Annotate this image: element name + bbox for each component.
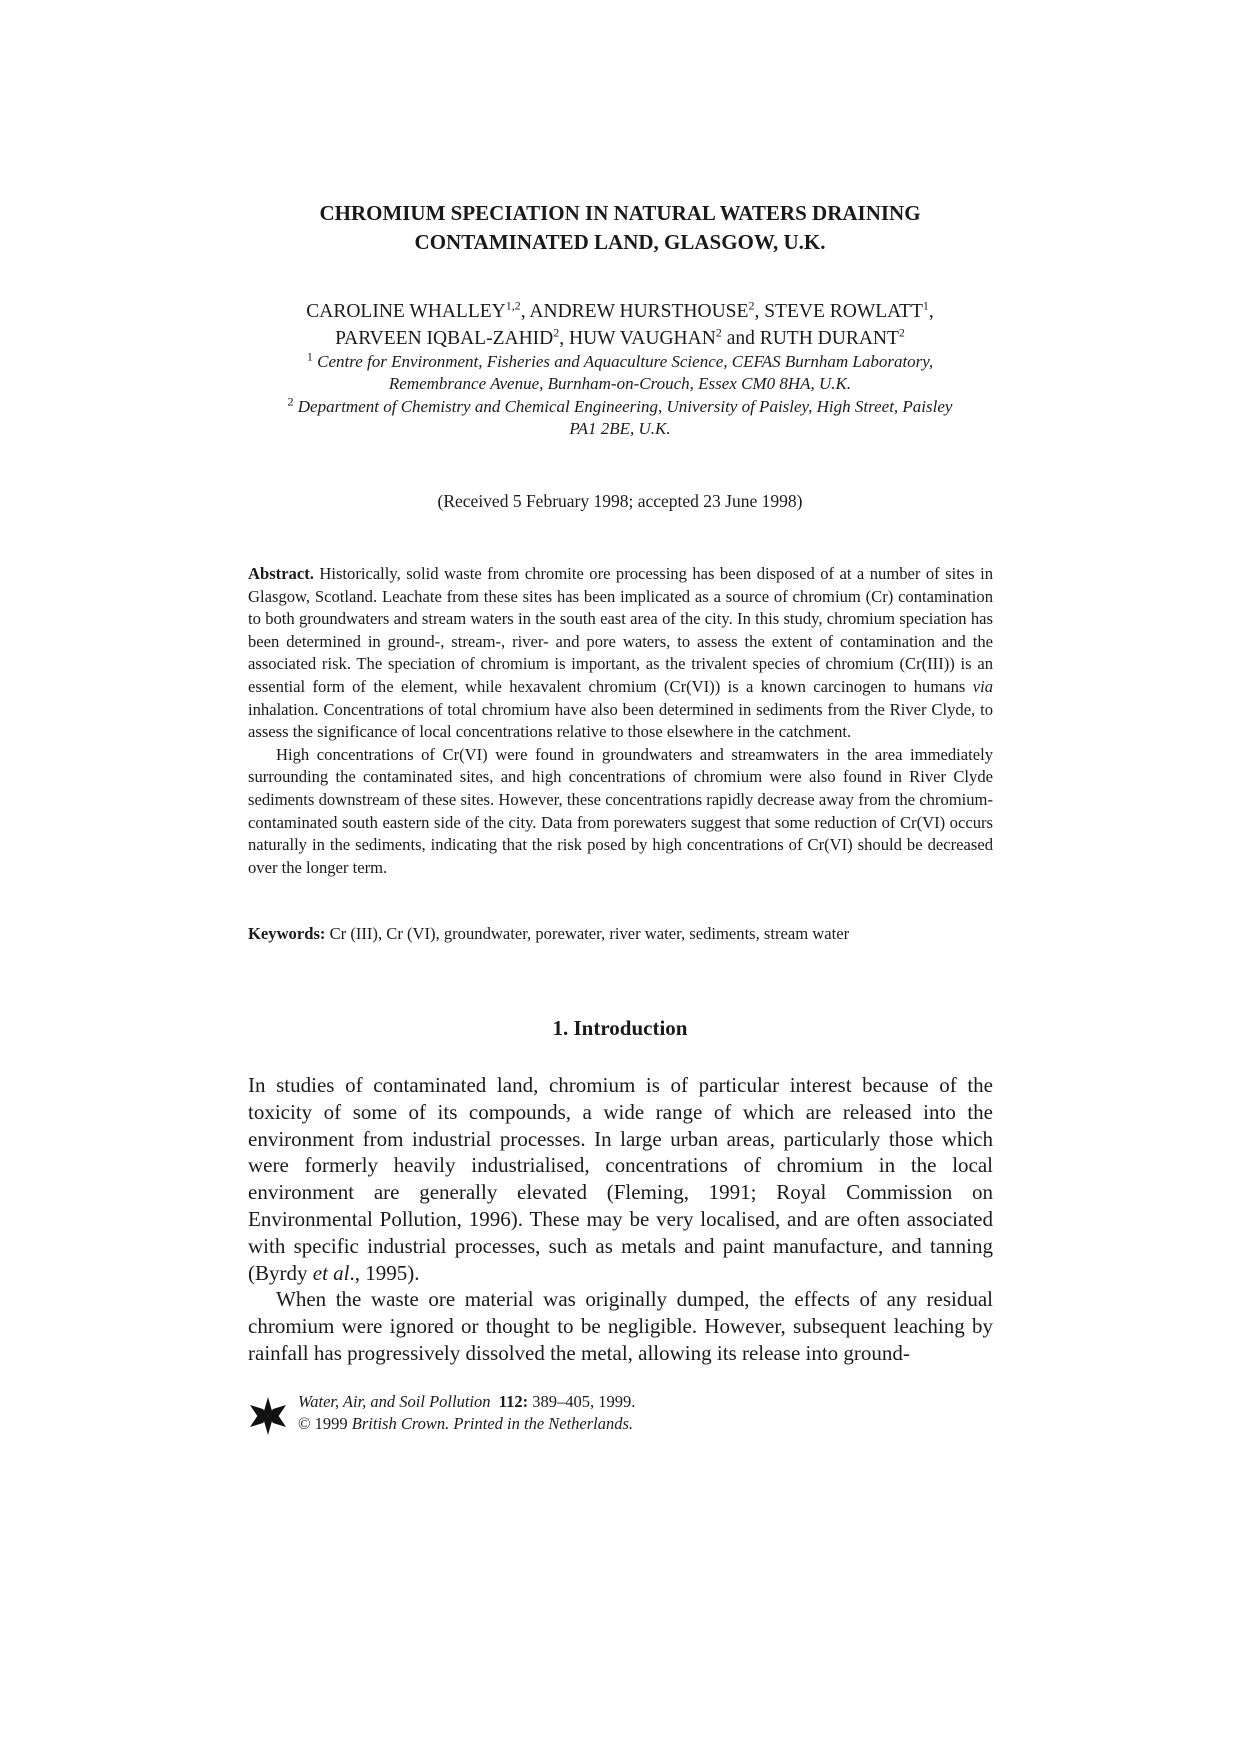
author-affiliation-mark: 2 <box>748 298 755 313</box>
journal-name: Water, Air, and Soil Pollution <box>298 1392 491 1411</box>
affiliation-number: 1 <box>306 349 313 364</box>
author-name: PARVEEN IQBAL-ZAHID <box>335 328 554 349</box>
copyright-symbol: © <box>298 1414 311 1433</box>
affiliation-text: Department of Chemistry and Chemical Engineering, University of Paisley, High Street, Paisley <box>297 397 953 416</box>
keywords-list: Cr (III), Cr (VI), groundwater, porewater, river water, sediments, stream water <box>325 924 850 943</box>
title-line-2: CONTAMINATED LAND, GLASGOW, U.K. <box>414 230 826 254</box>
journal-footer <box>248 1391 748 1441</box>
author-name: CAROLINE WHALLEY <box>306 301 506 322</box>
author-affiliation-mark: 2 <box>898 325 905 340</box>
affiliation-text: Centre for Environment, Fisheries and Aquaculture Science, CEFAS Burnham Laboratory, <box>317 352 934 371</box>
abstract-label: Abstract. <box>248 564 314 583</box>
copyright-year: 1999 <box>310 1414 352 1433</box>
affiliation-text: Remembrance Avenue, Burnham-on-Crouch, Essex CM0 8HA, U.K. <box>388 374 852 393</box>
author-name: and RUTH DURANT <box>721 328 899 349</box>
abstract-paragraph-1: Abstract. Historically, solid waste from chromite ore processing has been disposed of at a number of sites in Glasgow, Scotland. Leachate from these sites has been implicated as a source of chromium (Cr) contamination to both groundwaters and stream waters in the south east area of the city. In this study, chromium speciation has been determined in ground-, stream-, river- and pore waters, to assess the extent of contamination and the associated risk. The speciation of chromium is important, as the trivalent species of chromium (Cr(III)) is an essential form of the element, while hexavalent chromium (Cr(VI)) is a known carcinogen to humans via inhalation. Concentrations of total chromium have also been determined in sediments from the River Clyde, to assess the significance of local concentrations relative to those elsewhere in the catchment. <box>248 564 993 742</box>
title-line-1: CHROMIUM SPECIATION IN NATURAL WATERS DRAINING <box>319 201 921 225</box>
author-affiliation-mark: 1 <box>922 298 929 313</box>
author-separator: , <box>928 301 934 322</box>
affiliation-number: 2 <box>287 394 294 409</box>
received-dates: (Received 5 February 1998; accepted 23 June 1998) <box>437 491 803 511</box>
author-line-1 <box>240 298 1000 325</box>
author-line-2 <box>240 325 1000 352</box>
author-list <box>240 298 1000 352</box>
abstract <box>248 563 993 879</box>
author-affiliation-mark: 1,2 <box>505 298 521 313</box>
author-name: , STEVE ROWLATT <box>754 301 923 322</box>
affiliation-text: PA1 2BE, U.K. <box>569 419 671 438</box>
body-paragraph-2: When the waste ore material was originally dumped, the effects of any residual chromium were ignored or thought to be negligible. However, subsequent leaching by rainfall has progressively dissolved the metal, allowing its release into ground- <box>248 1287 993 1365</box>
affiliation-2 <box>240 396 1000 440</box>
footer-citation <box>298 1391 635 1435</box>
keywords <box>248 923 993 945</box>
introduction-text <box>248 1072 993 1367</box>
author-name: , HUW VAUGHAN <box>559 328 716 349</box>
keywords-label: Keywords: <box>248 924 326 943</box>
author-affiliation-mark: 2 <box>553 325 560 340</box>
author-affiliation-mark: 2 <box>715 325 722 340</box>
body-paragraph-1: In studies of contaminated land, chromium is of particular interest because of the toxicity of some of its compounds, a wide range of which are released into the environment from industrial processes. In large urban areas, particularly those which were formerly heavily industrialised, concentrations of chromium in the local environment are generally elevated (Fleming, 1991; Royal Commission on Environmental Pollution, 1996). These may be very localised, and are often associated with specific industrial processes, such as metals and paint manufacture, and tanning (Byrdy et al., 1995). <box>248 1073 993 1285</box>
paper-title <box>250 199 990 257</box>
affiliation-1 <box>240 351 1000 395</box>
author-name: , ANDREW HURSTHOUSE <box>520 301 749 322</box>
journal-volume: 112: <box>498 1392 529 1411</box>
copyright-text: British Crown. Printed in the Netherlands. <box>351 1414 634 1433</box>
abstract-paragraph-2: High concentrations of Cr(VI) were found in groundwaters and streamwaters in the area immediately surrounding the contaminated sites, and high concentrations of chromium were also found in River Clyde sediments downstream of these sites. However, these concentrations rapidly decrease away from the chromium-contaminated south eastern side of the city. Data from porewaters suggest that some reduction of Cr(VI) occurs naturally in the sediments, indicating that the risk posed by high concentrations of Cr(VI) should be decreased over the longer term. <box>248 744 993 877</box>
section-heading-introduction: 1. Introduction <box>552 1016 688 1040</box>
publisher-logo-icon <box>248 1395 288 1437</box>
journal-pages: 389–405, 1999. <box>528 1392 636 1411</box>
